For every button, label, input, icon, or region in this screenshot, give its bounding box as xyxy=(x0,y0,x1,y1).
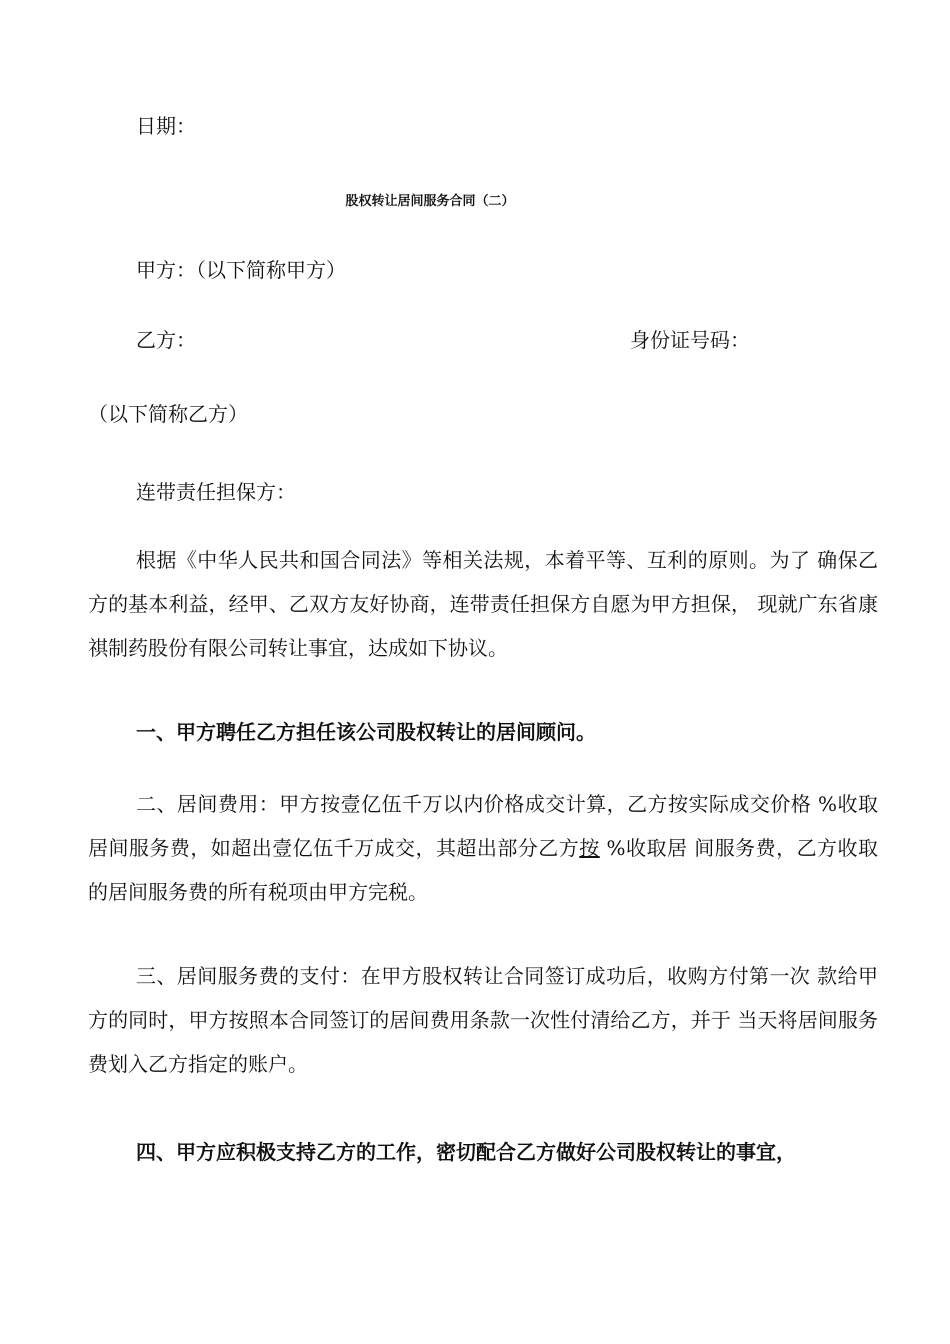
id-number-label: 身份证号码： xyxy=(630,328,750,352)
clause-4: 四、甲方应积极支持乙方的工作，密切配合乙方做好公司股权转让的事宜， xyxy=(136,1140,796,1164)
document-title: 股权转让居间服务合同（二） xyxy=(345,194,515,209)
clause-1: 一、甲方聘任乙方担任该公司股权转让的居间顾问。 xyxy=(136,720,596,744)
preamble-paragraph: 根据《中华人民共和国合同法》等相关法规，本着平等、互利的原则。为了 确保乙方的基本利益，经甲、乙双方友好协商，连带责任担保方自愿为甲方担保， 现就广东省康祺制药股份有限公司转让事宜，达成如下协议。 xyxy=(88,548,878,660)
clause-2-text-a: 二、居间费用：甲方按壹亿伍千万以内价格成交计算，乙方按实际成交价格 %收取居间服务费，如超出壹亿伍千万成交，其超出部分乙方 xyxy=(88,792,878,860)
party-b-short-name: （以下简称乙方） xyxy=(88,402,248,426)
clause-2 xyxy=(88,782,878,914)
clause-3: 三、居间服务费的支付：在甲方股权转让合同签订成功后，收购方付第一次 款给甲方的同时，甲方按照本合同签订的居间费用条款一次性付清给乙方，并于 当天将居间服务费划入乙方指定的账户。 xyxy=(88,964,878,1076)
party-a-line: 甲方：（以下简称甲方） xyxy=(136,258,346,282)
date-label: 日期： xyxy=(136,114,196,138)
guarantor-label: 连带责任担保方： xyxy=(136,480,296,504)
clause-2-underlined: 按 xyxy=(579,836,600,860)
clause-2-text-b: %收取居 间服务费，乙方收取的居间服务费的所有税项由甲方完税。 xyxy=(88,836,878,904)
party-b-label: 乙方： xyxy=(136,328,196,352)
